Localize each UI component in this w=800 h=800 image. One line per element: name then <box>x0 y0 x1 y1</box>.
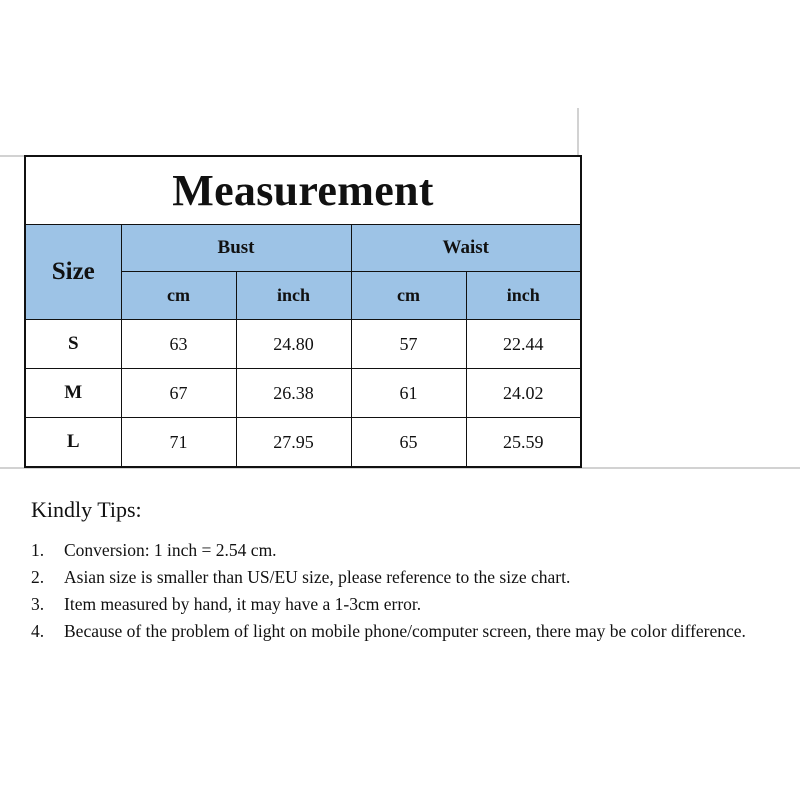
divider-line <box>0 155 25 157</box>
kindly-tips <box>31 497 791 645</box>
tip-item <box>31 564 791 591</box>
tip-item <box>31 537 791 564</box>
tip-item <box>31 591 791 618</box>
tip-text: Item measured by hand, it may have a 1-3cm error. <box>64 594 422 614</box>
tip-number: 1. <box>31 540 45 560</box>
waist-inch-cell: 25.59 <box>466 418 581 468</box>
header-waist-cm: cm <box>351 272 466 320</box>
tip-number: 4. <box>31 621 45 641</box>
header-waist: Waist <box>351 225 581 272</box>
header-size: Size <box>25 225 121 320</box>
table-row <box>25 369 581 418</box>
table-row <box>25 320 581 369</box>
tip-text: Conversion: 1 inch = 2.54 cm. <box>64 540 277 560</box>
header-bust-cm: cm <box>121 272 236 320</box>
bust-cm-cell: 63 <box>121 320 236 369</box>
tips-list <box>31 537 791 645</box>
bust-inch-cell: 26.38 <box>236 369 351 418</box>
waist-cm-cell: 61 <box>351 369 466 418</box>
header-waist-inch: inch <box>466 272 581 320</box>
tip-number: 3. <box>31 594 45 614</box>
bust-inch-cell: 27.95 <box>236 418 351 468</box>
waist-inch-cell: 22.44 <box>466 320 581 369</box>
size-label: L <box>25 418 121 468</box>
waist-cm-cell: 65 <box>351 418 466 468</box>
tip-text: Because of the problem of light on mobile phone/computer screen, there may be color difference. <box>64 621 746 641</box>
header-bust-inch: inch <box>236 272 351 320</box>
bust-cm-cell: 67 <box>121 369 236 418</box>
waist-cm-cell: 57 <box>351 320 466 369</box>
tip-item <box>31 618 791 645</box>
table-row <box>25 418 581 468</box>
header-bust: Bust <box>121 225 351 272</box>
tip-text: Asian size is smaller than US/EU size, please reference to the size chart. <box>64 567 571 587</box>
bust-cm-cell: 71 <box>121 418 236 468</box>
tips-title: Kindly Tips: <box>31 497 142 522</box>
bust-inch-cell: 24.80 <box>236 320 351 369</box>
waist-inch-cell: 24.02 <box>466 369 581 418</box>
table-title: Measurement <box>25 156 581 225</box>
divider-line <box>577 108 579 156</box>
size-label: M <box>25 369 121 418</box>
tip-number: 2. <box>31 567 45 587</box>
size-chart-table <box>24 155 582 468</box>
size-label: S <box>25 320 121 369</box>
